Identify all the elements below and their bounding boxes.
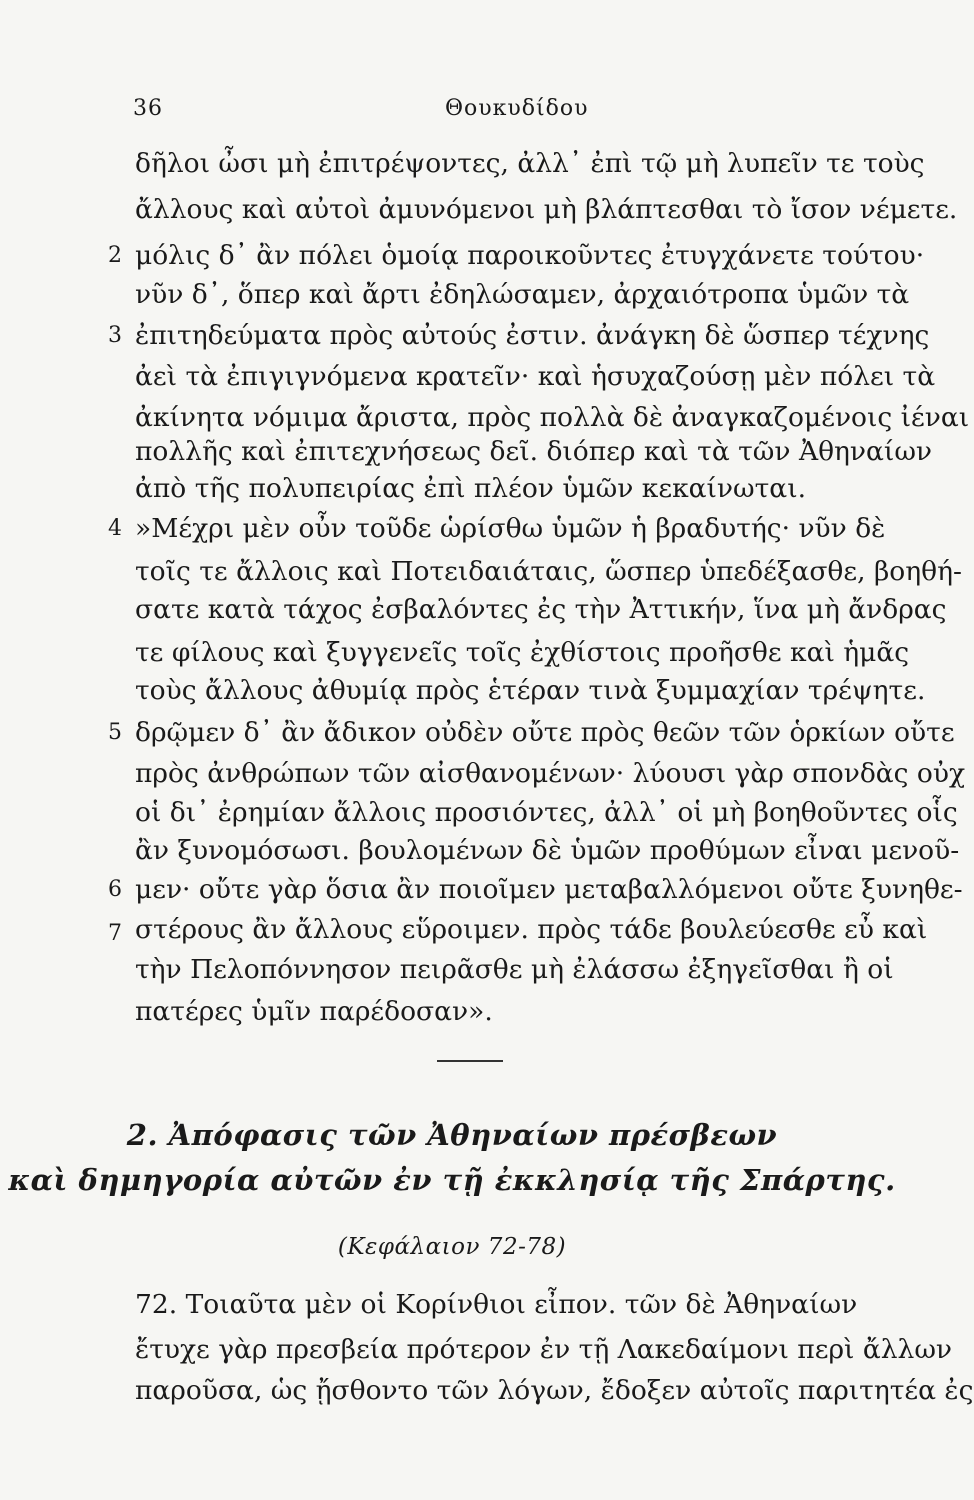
- text-line: ἔτυχε γὰρ πρεσβεία πρότερον ἐν τῇ Λακεδαίμονι περὶ ἄλλων: [135, 1334, 953, 1365]
- text-line: ἀκίνητα νόμιμα ἄριστα, πρὸς πολλὰ δὲ ἀναγκαζομένοις ἰέναι: [135, 402, 970, 433]
- text-line: τοὺς ἄλλους ἀθυμίᾳ πρὸς ἑτέραν τινὰ ξυμμαχίαν τρέψητε.: [135, 675, 926, 706]
- text-line: μεν· οὔτε γὰρ ὅσια ἂν ποιοῖμεν μεταβαλλόμενοι οὔτε ξυνηθε-: [135, 874, 963, 905]
- section-margin-number: 7: [108, 921, 122, 946]
- text-line: οἱ δι᾽ ἐρημίαν ἄλλοις προσιόντες, ἀλλ᾽ οἱ μὴ βοηθοῦντες οἷς: [135, 797, 958, 828]
- text-line: τοῖς τε ἄλλοις καὶ Ποτειδαιάταις, ὥσπερ ὑπεδέξασθε, βοηθή-: [135, 556, 962, 587]
- section-margin-number: 4: [108, 516, 122, 541]
- text-line: »Μέχρι μὲν οὖν τοῦδε ὡρίσθω ὑμῶν ἡ βραδυτής· νῦν δὲ: [135, 513, 886, 544]
- text-line: πατέρες ὑμῖν παρέδοσαν».: [135, 996, 493, 1027]
- text-line: ἀεὶ τὰ ἐπιγιγνόμενα κρατεῖν· καὶ ἡσυχαζούσῃ μὲν πόλει τὰ: [135, 361, 936, 392]
- section-margin-number: 3: [108, 323, 122, 348]
- text-line: πρὸς ἀνθρώπων τῶν αἰσθανομένων· λύουσι γὰρ σπονδὰς οὐχ: [135, 758, 966, 789]
- section-margin-number: 6: [108, 877, 122, 902]
- page-number: 36: [133, 96, 163, 121]
- text-line: παροῦσα, ὡς ᾔσθοντο τῶν λόγων, ἔδοξεν αὐτοῖς παριτητέα ἐς: [135, 1375, 974, 1406]
- text-line: μόλις δ᾽ ἂν πόλει ὁμοίᾳ παροικοῦντες ἐτυγχάνετε τούτου·: [135, 240, 925, 271]
- text-line: ἂν ξυνομόσωσι. βουλομένων δὲ ὑμῶν προθύμων εἶναι μενοῦ-: [135, 835, 960, 866]
- text-line: σατε κατὰ τάχος ἐσβαλόντες ἐς τὴν Ἀττικήν, ἵνα μὴ ἄνδρας: [135, 594, 947, 625]
- text-line: 72. Τοιαῦτα μὲν οἱ Κορίνθιοι εἶπον. τῶν δὲ Ἀθηναίων: [135, 1289, 858, 1320]
- text-line: νῦν δ᾽, ὅπερ καὶ ἄρτι ἐδηλώσαμεν, ἀρχαιότροπα ὑμῶν τὰ: [135, 279, 910, 310]
- text-line: ἐπιτηδεύματα πρὸς αὐτούς ἐστιν. ἀνάγκη δὲ ὥσπερ τέχνης: [135, 320, 930, 351]
- text-line: δρῷμεν δ᾽ ἂν ἄδικον οὐδὲν οὔτε πρὸς θεῶν τῶν ὁρκίων οὔτε: [135, 717, 955, 748]
- text-line: τε φίλους καὶ ξυγγενεῖς τοῖς ἐχθίστοις προῆσθε καὶ ἡμᾶς: [135, 637, 910, 668]
- section-heading-line-1: 2. Ἀπόφασις τῶν Ἀθηναίων πρέσβεων: [126, 1118, 778, 1152]
- text-line: πολλῆς καὶ ἐπιτεχνήσεως δεῖ. διόπερ καὶ τὰ τῶν Ἀθηναίων: [135, 436, 933, 467]
- running-title: Θουκυδίδου: [445, 96, 589, 121]
- section-divider: [437, 1060, 503, 1062]
- text-line: δῆλοι ὦσι μὴ ἐπιτρέψοντες, ἀλλ᾽ ἐπὶ τῷ μὴ λυπεῖν τε τοὺς: [135, 148, 925, 179]
- section-margin-number: 2: [108, 243, 122, 268]
- section-margin-number: 5: [108, 720, 122, 745]
- text-line: ἀπὸ τῆς πολυπειρίας ἐπὶ πλέον ὑμῶν κεκαίνωται.: [135, 473, 807, 504]
- text-line: τὴν Πελοπόννησον πειρᾶσθε μὴ ἐλάσσω ἐξηγεῖσθαι ἢ οἱ: [135, 954, 894, 985]
- text-line: ἄλλους καὶ αὐτοὶ ἀμυνόμενοι μὴ βλάπτεσθαι τὸ ἴσον νέμετε.: [135, 194, 958, 225]
- chapter-range: (Κεφάλαιον 72-78): [337, 1234, 567, 1260]
- section-heading-line-2: καὶ δημηγορία αὐτῶν ἐν τῇ ἐκκλησίᾳ τῆς Σπάρτης.: [8, 1163, 896, 1197]
- text-line: στέρους ἂν ἄλλους εὕροιμεν. πρὸς τάδε βουλεύεσθε εὖ καὶ: [135, 914, 928, 945]
